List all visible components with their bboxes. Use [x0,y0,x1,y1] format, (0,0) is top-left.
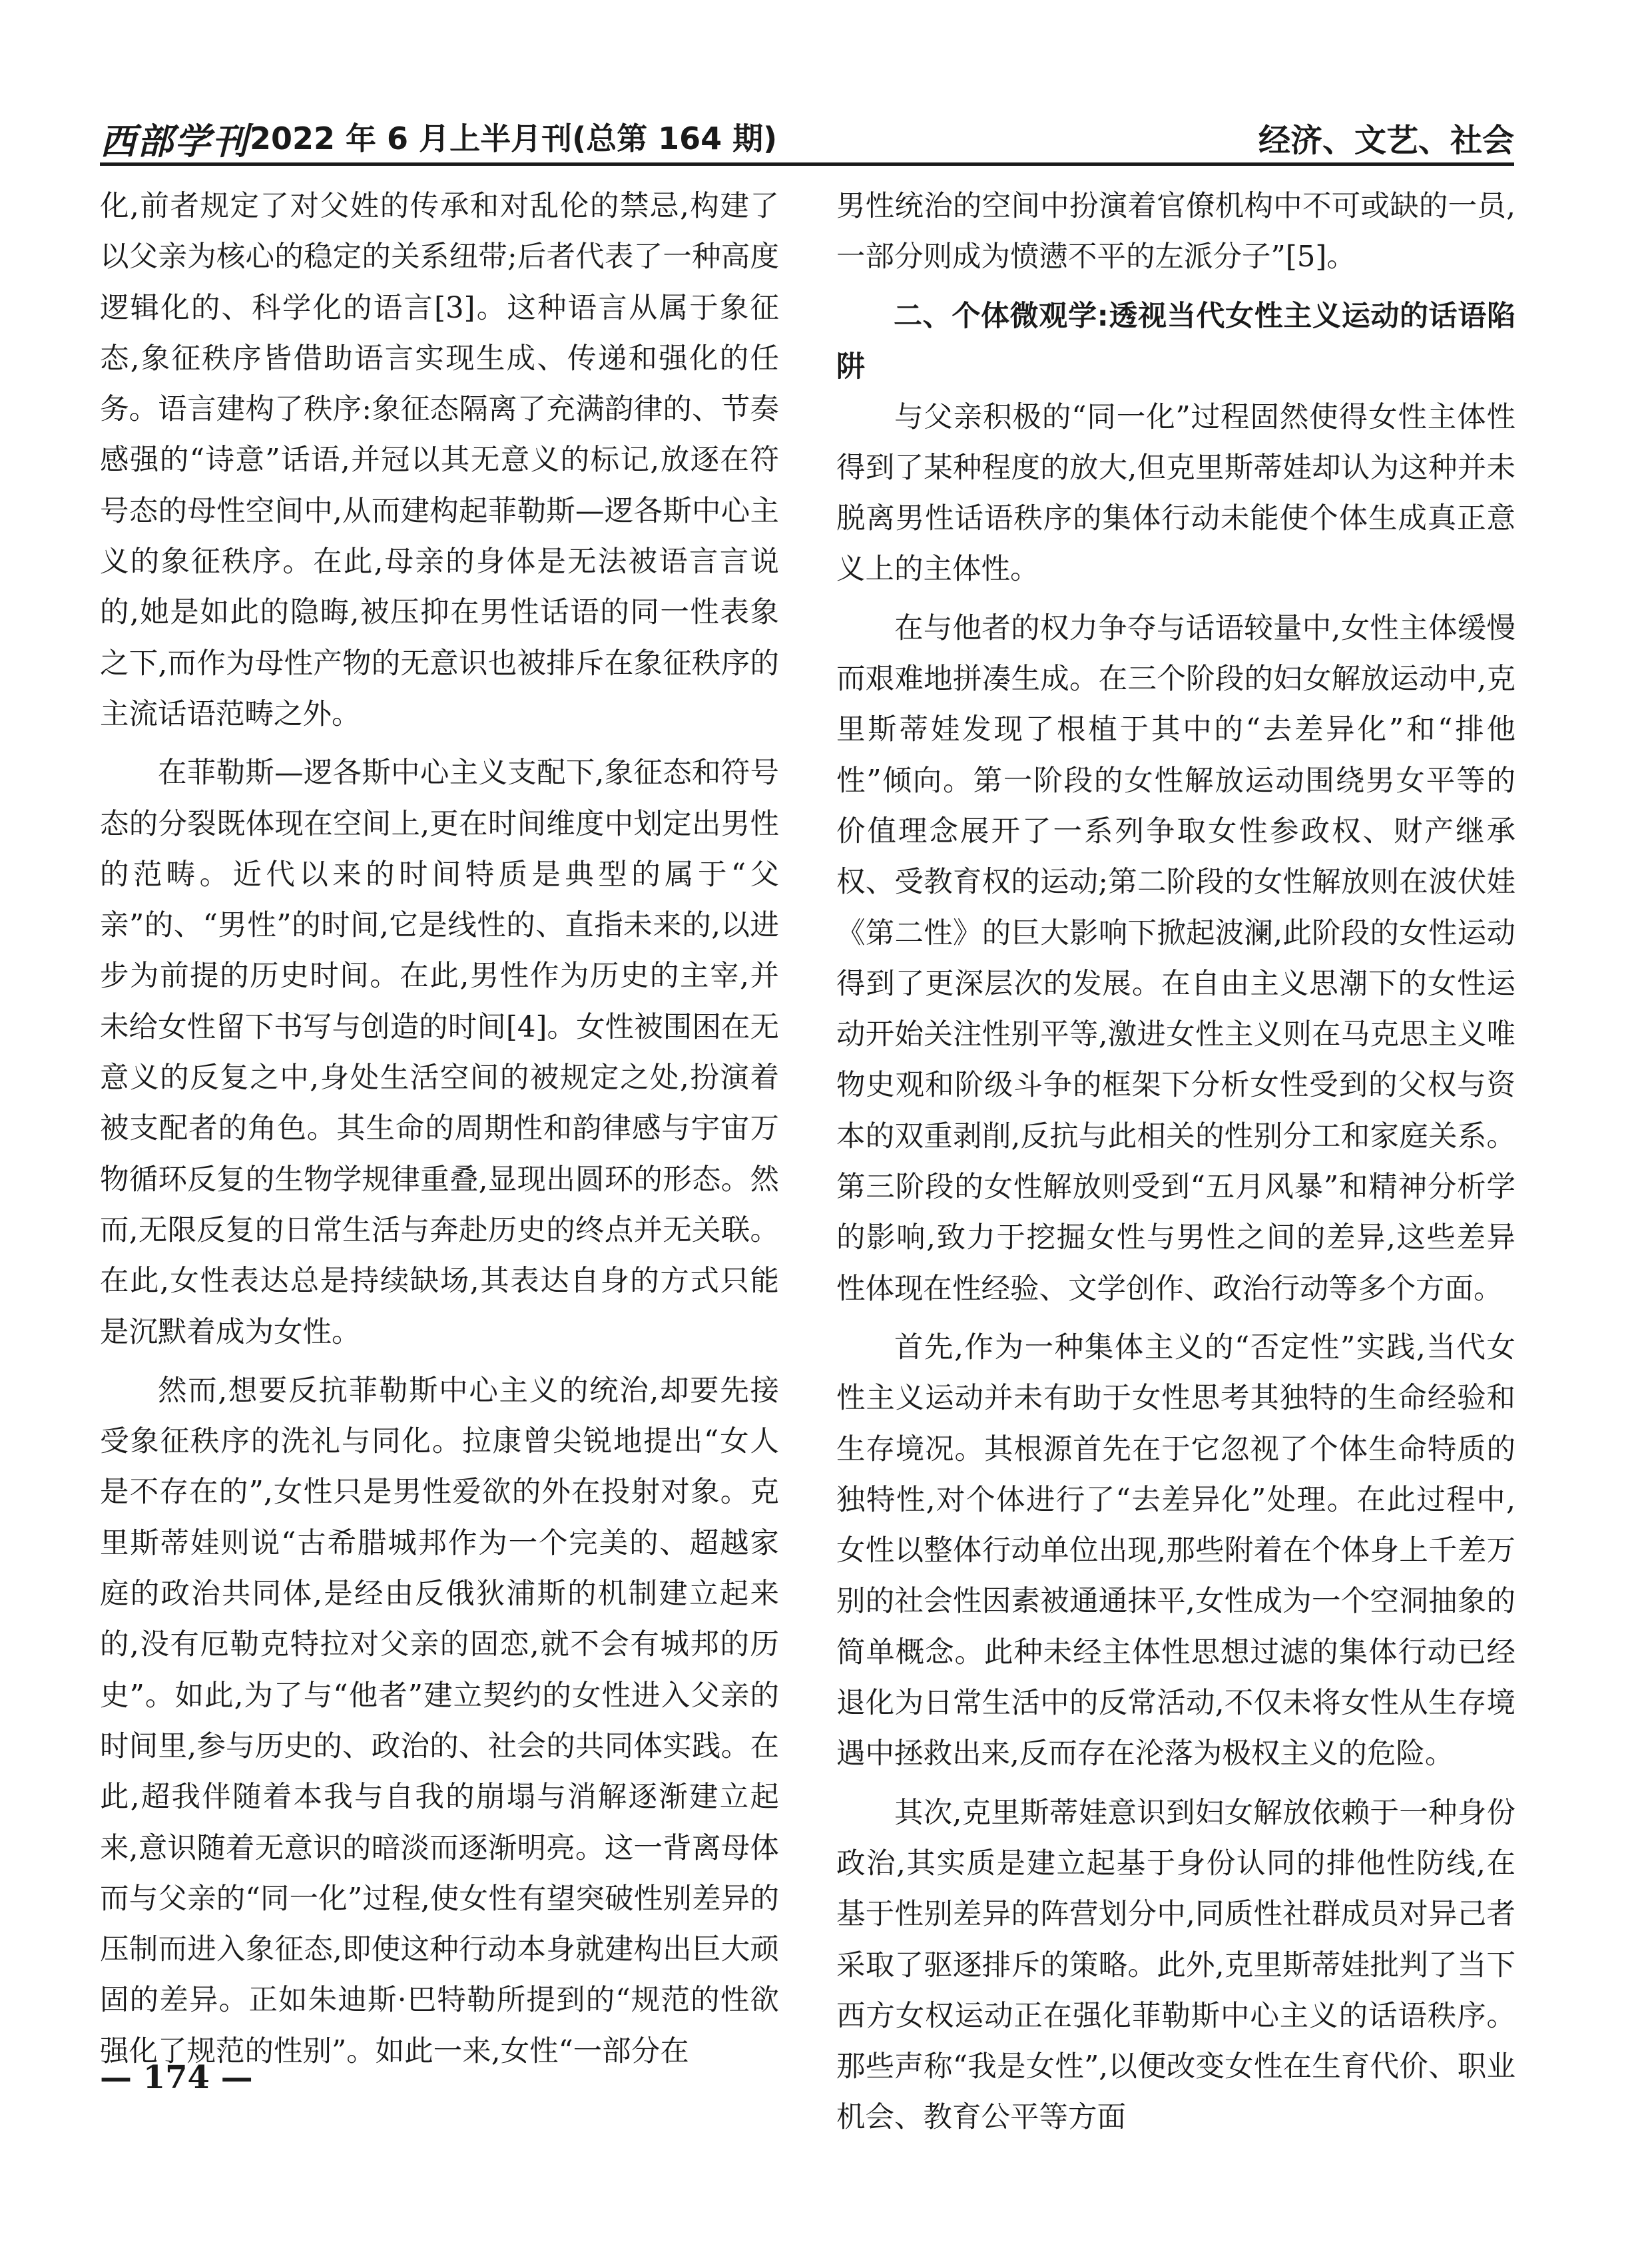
running-header [100,108,1514,161]
journal-logo: 西部学刊 [100,120,249,162]
paragraph: 首先,作为一种集体主义的“否定性”实践,当代女性主义运动并未有助于女性思考其独特的生命经验和生存境况。其根源首先在于它忽视了个体生命特质的独特性,对个体进行了“去差异化”处理。在此过程中,女性以整体行动单位出现,那些附着在个体身上千差万别的社会性因素被通通抹平,女性成为一个空洞抽象的简单概念。此种未经主体性思想过滤的集体行动已经退化为日常生活中的反常活动,不仅未将女性从生存境遇中拯救出来,反而存在沦落为极权主义的危险。 [836,1330,1515,1771]
paragraph: 在菲勒斯—逻各斯中心主义支配下,象征态和符号态的分裂既体现在空间上,更在时间维度中划定出男性的范畴。近代以来的时间特质是典型的属于“父亲”的、“男性”的时间,它是线性的、直指未来的,以进步为前提的历史时间。在此,男性作为历史的主宰,并未给女性留下书写与创造的时间[4]。女性被围困在无意义的反复之中,身处生活空间的被规定之处,扮演着被支配者的角色。其生命的周期性和韵律感与宇宙万物循环反复的生物学规律重叠,显现出圆环的形态。然而,无限反复的日常生活与奔赴历史的终点并无关联。在此,女性表达总是持续缺场,其表达自身的方式只能是沉默着成为女性。 [100,756,779,1349]
page-number: — 174 — [100,2059,253,2096]
paragraph: 化,前者规定了对父姓的传承和对乱伦的禁忌,构建了以父亲为核心的稳定的关系纽带;后者代表了一种高度逻辑化的、科学化的语言[3]。这种语言从属于象征态,象征秩序皆借助语言实现生成、传递和强化的任务。语言建构了秩序:象征态隔离了充满韵律的、节奏感强的“诗意”话语,并冠以其无意义的标记,放逐在符号态的母性空间中,从而建构起菲勒斯—逻各斯中心主义的象征秩序。在此,母亲的身体是无法被语言言说的,她是如此的隐晦,被压抑在男性话语的同一性表象之下,而作为母性产物的无意识也被排斥在象征秩序的主流话语范畴之外。 [100,190,779,731]
paragraph: 其次,克里斯蒂娃意识到妇女解放依赖于一种身份政治,其实质是建立起基于身份认同的排他性防线,在基于性别差异的阵营划分中,同质性社群成员对异己者采取了驱逐排斥的策略。此外,克里斯蒂娃批判了当下西方女权运动正在强化菲勒斯中心主义的话语秩序。那些声称“我是女性”,以便改变女性在生育代价、职业机会、教育公平等方面 [836,1796,1515,2135]
left-column [100,181,779,2085]
paragraph-continuation: 男性统治的空间中扮演着官僚机构中不可或缺的一员,一部分则成为愤懑不平的左派分子”[5]。 [836,190,1515,274]
paragraph: 与父亲积极的“同一化”过程固然使得女性主体性得到了某种程度的放大,但克里斯蒂娃却认为这种并未脱离男性话语秩序的集体行动未能使个体生成真正意义上的主体性。 [836,400,1515,587]
paragraph: 在与他者的权力争夺与话语较量中,女性主体缓慢而艰难地拼凑生成。在三个阶段的妇女解放运动中,克里斯蒂娃发现了根植于其中的“去差异化”和“排他性”倾向。第一阶段的女性解放运动围绕男女平等的价值理念展开了一系列争取女性参政权、财产继承权、受教育权的运动;第二阶段的女性解放则在波伏娃《第二性》的巨大影响下掀起波澜,此阶段的女性运动得到了更深层次的发展。在自由主义思潮下的女性运动开始关注性别平等,激进女性主义则在马克思主义唯物史观和阶级斗争的框架下分析女性受到的父权与资本的双重剥削,反抗与此相关的性别分工和家庭关系。第三阶段的女性解放则受到“五月风暴”和精神分析学的影响,致力于挖掘女性与男性之间的差异,这些差异性体现在性经验、文学创作、政治行动等多个方面。 [836,611,1515,1306]
section-heading: 二、个体微观学:透视当代女性主义运动的话语陷阱 [836,299,1515,384]
section-label: 经济、文艺、社会 [1258,122,1514,159]
paragraph: 然而,想要反抗菲勒斯中心主义的统治,却要先接受象征秩序的洗礼与同化。拉康曾尖锐地提出“女人是不存在的”,女性只是男性爱欲的外在投射对象。克里斯蒂娃则说“古希腊城邦作为一个完美的、超越家庭的政治共同体,是经由反俄狄浦斯的机制建立起来的,没有厄勒克特拉对父亲的固恋,就不会有城邦的历史”。如此,为了与“他者”建立契约的女性进入父亲的时间里,参与历史的、政治的、社会的共同体实践。在此,超我伴随着本我与自我的崩塌与消解逐渐建立起来,意识随着无意识的暗淡而逐渐明亮。这一背离母体而与父亲的“同一化”过程,使女性有望突破性别差异的压制而进入象征态,即使这种行动本身就建构出巨大顽固的差异。正如朱迪斯·巴特勒所提到的“规范的性欲强化了规范的性别”。如此一来,女性“一部分在 [100,1374,779,2068]
header-rule [100,162,1514,166]
right-column [836,181,1515,2151]
issue-info: 2022 年 6 月上半月刊(总第 164 期) [250,121,778,156]
